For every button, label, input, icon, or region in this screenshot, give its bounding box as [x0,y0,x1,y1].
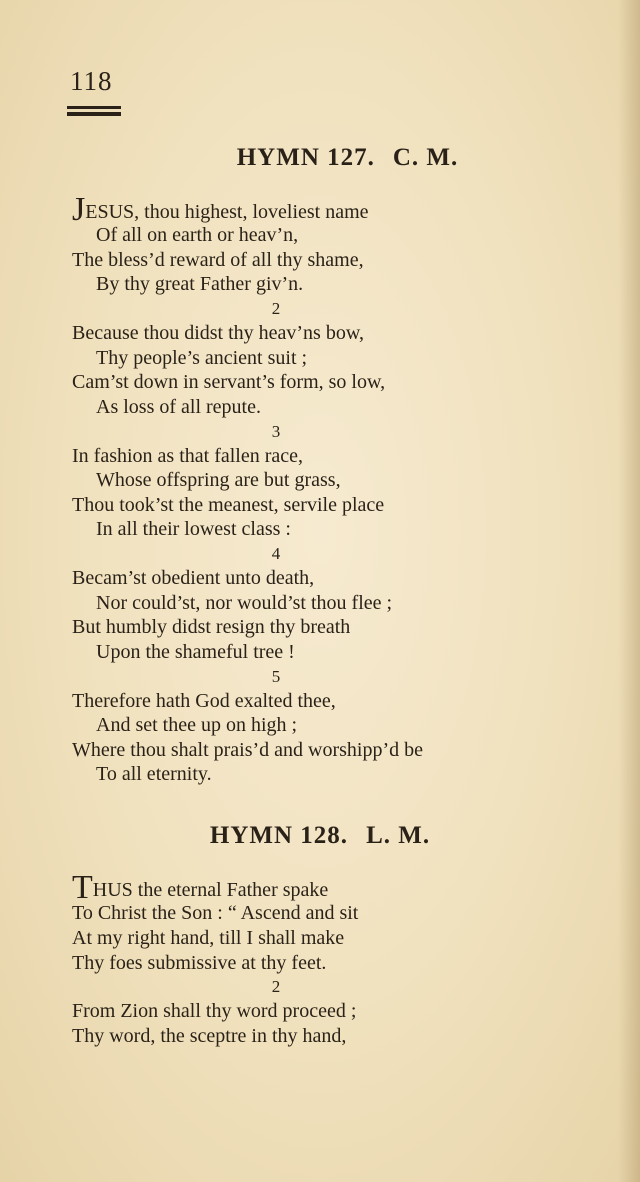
verse-number: 4 [271,544,281,563]
hymn-127-line-16: Upon the shameful tree ! [96,641,295,663]
hymn-127-line-10: Whose offspring are but grass, [96,469,341,491]
verse-number: 2 [271,977,281,996]
hymn-127-line-2: Of all on earth or heav’n, [96,224,299,246]
hymn-127-line-4: By thy great Father giv’n. [96,273,304,295]
verse-number: 5 [271,667,281,686]
line-text: HUS the eternal Father spake [92,879,329,901]
hymn-127-line-12: In all their lowest class : [96,518,291,540]
hymn-127-line-19: Where thou shalt prais’d and worshipp’d be [72,739,424,761]
hymn-128-title [0,822,640,850]
drop-cap: T [72,869,93,906]
drop-cap: J [72,191,86,228]
line-text: ESUS, thou highest, loveliest name [85,201,369,223]
hymn-number: HYMN 128. [209,822,349,849]
hymn-127-line-8: As loss of all repute. [96,396,261,418]
hymn-127-line-13: Becam’st obedient unto death, [72,567,315,589]
hymn-127-line-5: Because thou didst thy heav’ns bow, [72,322,364,344]
verse-number: 2 [271,299,281,318]
hymn-meter: L. M. [366,822,431,849]
hymn-127-line-17: Therefore hath God exalted thee, [72,690,336,712]
hymn-number: HYMN 127. [236,144,375,171]
hymn-128-line-2: To Christ the Son : “ Ascend and sit [72,902,359,924]
hymn-127-line-14: Nor could’st, nor would’st thou flee ; [96,592,393,614]
hymn-128-line-1 [72,869,329,906]
hymn-127-line-7: Cam’st down in servant’s form, so low, [72,371,386,393]
page-number: 118 [70,66,113,96]
hymn-127-line-11: Thou took’st the meanest, servile place [72,494,385,516]
hymn-127-line-9: In fashion as that fallen race, [72,445,304,467]
hymn-128-line-4: Thy foes submissive at thy feet. [72,952,327,974]
hymn-128-line-6: Thy word, the sceptre in thy hand, [72,1025,347,1047]
hymn-128-line-5: From Zion shall thy word proceed ; [72,1000,357,1022]
hymn-meter: C. M. [392,144,459,171]
hymn-127-line-18: And set thee up on high ; [96,714,298,736]
hymn-127-line-15: But humbly didst resign thy breath [72,616,351,638]
hymn-127-line-6: Thy people’s ancient suit ; [96,347,308,369]
verse-number: 3 [271,422,281,441]
hymn-127-line-20: To all eternity. [96,763,212,785]
header-rule-thick [67,112,121,116]
hymn-127-title [0,144,640,172]
header-rule-thin [67,106,121,109]
hymn-128-line-3: At my right hand, till I shall make [72,927,345,949]
hymn-127-line-3: The bless’d reward of all thy shame, [72,249,364,271]
page-edge-shadow [618,0,640,1182]
hymn-127-line-1 [72,191,369,228]
